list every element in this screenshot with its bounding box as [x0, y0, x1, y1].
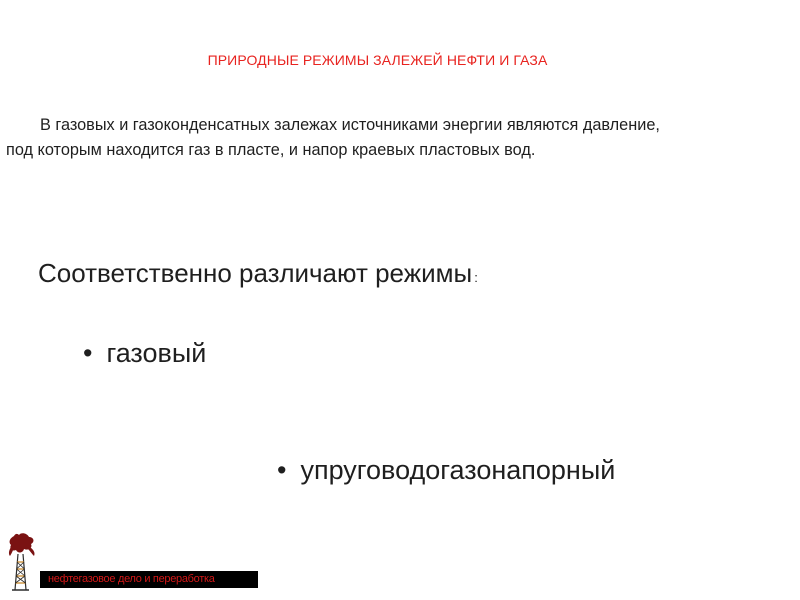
- bullet-marker: •: [83, 338, 93, 368]
- footer-banner-text: нефтегазовое дело и переработка: [48, 573, 215, 585]
- bullet-label: упруговодогазонапорный: [300, 455, 616, 485]
- slide-title: ПРИРОДНЫЕ РЕЖИМЫ ЗАЛЕЖЕЙ НЕФТИ И ГАЗА: [207, 52, 548, 68]
- intro-line-1: В газовых и газоконденсатных залежах источниками энергии являются давление,: [40, 116, 660, 134]
- bullet-label: газовый: [106, 338, 207, 368]
- modes-heading-text: Соответственно различают режимы: [38, 258, 473, 288]
- footer-banner: [40, 571, 258, 588]
- bullet-item-gas: [83, 338, 206, 369]
- bullet-marker: •: [277, 455, 287, 485]
- oil-derrick-icon: [8, 532, 40, 592]
- bullet-item-elastic-water-gas: [277, 455, 615, 486]
- intro-paragraph: [6, 113, 796, 163]
- intro-line-2: под которым находится газ в пласте, и напор краевых пластовых вод.: [6, 141, 536, 159]
- modes-heading: [38, 258, 478, 289]
- modes-heading-colon: :: [474, 270, 478, 285]
